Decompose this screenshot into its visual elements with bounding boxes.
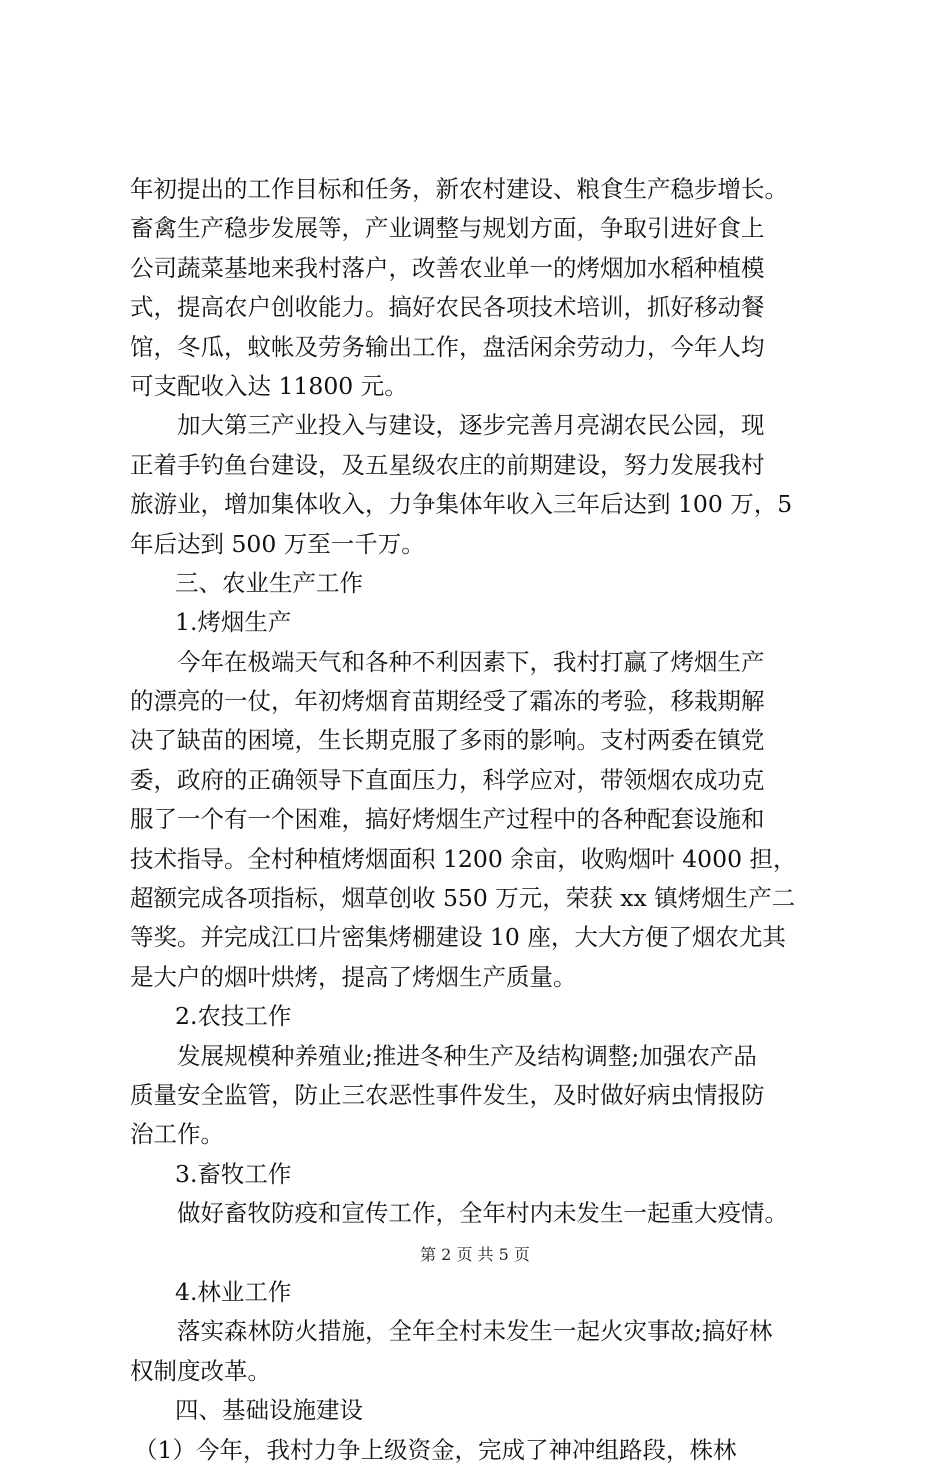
text-line: 质量安全监管，防止三农恶性事件发生，及时做好病虫情报防 [130, 1080, 765, 1109]
section-heading: 四、基础设施建设 [175, 1396, 363, 1425]
text-line: 做好畜牧防疫和宣传工作，全年村内未发生一起重大疫情。 [177, 1199, 788, 1228]
section-heading: 三、农业生产工作 [175, 568, 363, 597]
text-line: 超额完成各项指标，烟草创收 550 万元，荣获 xx 镇烤烟生产二 [130, 884, 796, 913]
text-line: 发展规模种养殖业;推进冬种生产及结构调整;加强农产品 [177, 1041, 757, 1070]
text-line: 馆，冬瓜，蚊帐及劳务输出工作，盘活闲余劳动力，今年人均 [130, 332, 765, 361]
text-line: 加大第三产业投入与建设，逐步完善月亮湖农民公园，现 [177, 411, 765, 440]
text-line: 畜禽生产稳步发展等，产业调整与规划方面，争取引进好食上 [130, 214, 765, 243]
text-line: 落实森林防火措施，全年全村未发生一起火灾事故;搞好林 [177, 1317, 773, 1346]
subsection-heading: 3.畜牧工作 [175, 1159, 292, 1188]
text-line: 旅游业，增加集体收入，力争集体年收入三年后达到 100 万，5 [130, 490, 793, 519]
text-line: 公司蔬菜基地来我村落户，改善农业单一的烤烟加水稻种植模 [130, 253, 765, 282]
text-line: 服了一个有一个困难，搞好烤烟生产过程中的各种配套设施和 [130, 805, 765, 834]
text-line: 治工作。 [130, 1120, 224, 1149]
subsection-heading: 4.林业工作 [175, 1277, 292, 1306]
text-line: 年后达到 500 万至一千万。 [130, 529, 425, 558]
text-line: 技术指导。全村种植烤烟面积 1200 余亩，收购烟叶 4000 担， [130, 844, 797, 873]
subsection-heading: 1.烤烟生产 [175, 608, 292, 637]
text-line: 今年在极端天气和各种不利因素下，我村打赢了烤烟生产 [177, 647, 765, 676]
text-line: 式，提高农户创收能力。搞好农民各项技术培训，抓好移动餐 [130, 293, 765, 322]
text-line: （1）今年，我村力争上级资金，完成了神冲组路段，株林 [134, 1435, 737, 1464]
text-line: 是大户的烟叶烘烤，提高了烤烟生产质量。 [130, 962, 577, 991]
text-line: 委，政府的正确领导下直面压力，科学应对，带领烟农成功克 [130, 765, 765, 794]
text-line: 决了缺苗的困境，生长期克服了多雨的影响。支村两委在镇党 [130, 726, 765, 755]
page-footer: 第 2 页 共 5 页 [420, 1245, 530, 1264]
text-line: 的漂亮的一仗，年初烤烟育苗期经受了霜冻的考验，移栽期解 [130, 687, 765, 716]
document-body [130, 170, 855, 1470]
subsection-heading: 2.农技工作 [175, 1002, 292, 1031]
text-line: 可支配收入达 11800 元。 [130, 371, 408, 400]
text-line: 等奖。并完成江口片密集烤棚建设 10 座，大大方便了烟农尤其 [130, 923, 786, 952]
text-line: 正着手钓鱼台建设，及五星级农庄的前期建设，努力发展我村 [130, 450, 765, 479]
text-line: 权制度改革。 [130, 1356, 271, 1385]
text-line: 年初提出的工作目标和任务，新农村建设、粮食生产稳步增长。 [130, 175, 788, 203]
